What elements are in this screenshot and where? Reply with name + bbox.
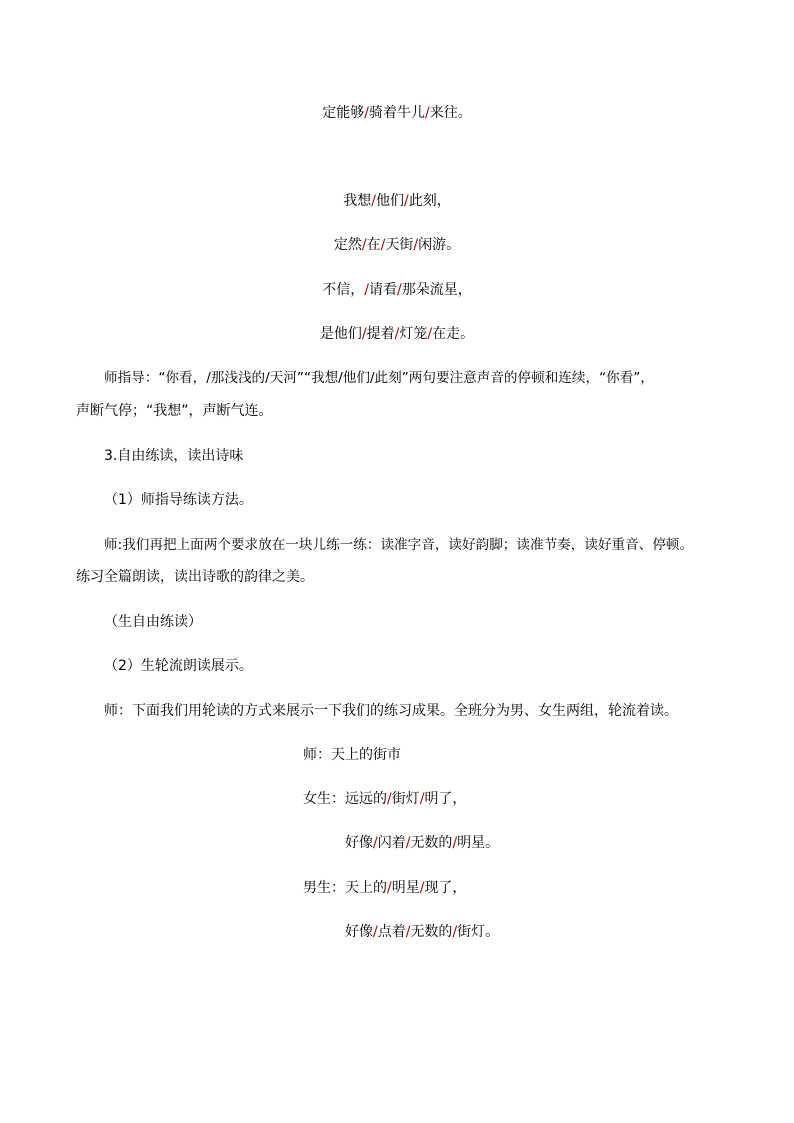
step-2: （2）生轮流朗读展示。 [104,658,253,674]
pause-mark: / [404,193,409,209]
poem-text: 无数的 [410,835,453,851]
pause-mark: / [452,835,458,851]
poem-line-1 [0,103,794,123]
pause-mark: / [361,237,367,253]
pause-mark: / [373,835,378,851]
pause-mark: / [364,105,369,121]
poem-text: 街灯 [391,791,420,807]
pause-mark: / [405,835,411,851]
pause-mark: / [387,880,392,896]
pause-mark: / [364,282,369,298]
pause-mark: / [419,880,425,896]
poem-text: 无数的 [410,924,453,940]
poem-text: 街灯。 [457,924,500,940]
poem-text: 提着 [366,326,395,342]
teacher-paragraph-2: 师：下面我们用轮读的方式来展示一下我们的练习成果。全班分为男、女生两组，轮流着读。 [104,703,678,719]
pause-mark: / [387,791,392,807]
pause-mark: / [425,105,430,121]
poem-text: 好像 [345,924,373,940]
poem-text: 那朵流星， [401,282,472,298]
pause-mark: / [405,924,411,940]
poem-text: 灯笼 [399,326,428,342]
step-1: （1）师指导练读方法。 [104,492,253,508]
stanza-line-3 [0,280,794,300]
poem-text: 在 [366,237,381,253]
teacher-paragraph-line-2: 练习全篇朗读，读出诗歌的韵律之美。 [76,569,314,585]
pause-mark: / [380,237,386,253]
poem-text: 骑着牛儿 [369,105,425,121]
poem-text: 定能够 [322,105,365,121]
female-line-2 [345,833,499,853]
male-line-1 [303,878,466,898]
poem-text: 现了， [424,880,467,896]
pause-mark: / [452,924,458,940]
poem-text: 我想 [343,193,372,209]
poem-text: 远远的 [345,791,387,807]
poem-text: 是他们 [319,326,362,342]
poem-text: 请看 [369,282,397,298]
poem-text: 不信， [322,282,365,298]
poem-text: 明星 [391,880,420,896]
poem-text: 闲游。 [418,237,461,253]
stanza-line-4 [0,324,794,344]
stanza-line-2 [0,235,794,255]
poem-text: 他们 [376,193,404,209]
poem-text: 在走。 [432,326,475,342]
female-line-1 [303,789,466,809]
poem-text: 明了， [424,791,467,807]
poem-text: 来往。 [429,105,472,121]
pause-mark: / [373,924,378,940]
pause-mark: / [394,326,400,342]
poem-text: 好像 [345,835,373,851]
poem-text: 定然 [333,237,362,253]
speaker-label: 男生： [303,880,345,896]
teacher-paragraph-line-1: 师:我们再把上面两个要求放在一块儿练一练：读准字音，读好韵脚；读准节奏，读好重音、停顿。 [104,537,694,553]
teacher-title-line: 师：天上的街市 [303,747,401,763]
pause-mark: / [427,326,433,342]
speaker-label: 女生： [303,791,345,807]
poem-text: 闪着 [377,835,406,851]
guidance-line-2: 声断气停；“我想”，声断气连。 [76,403,273,419]
poem-text: 明星。 [457,835,500,851]
pause-mark: / [397,282,402,298]
pause-mark: / [361,326,367,342]
pause-mark: / [413,237,419,253]
pause-mark: / [419,791,425,807]
guidance-line-1: 师指导：“你看，/那浅浅的/天河”“我想/他们/此刻”两句要注意声音的停顿和连续，“你看”， [104,370,654,386]
poem-text: 此刻， [408,193,451,209]
pause-mark: / [371,193,376,209]
student-practice-note: （生自由练读） [104,614,202,630]
male-line-2 [345,922,499,942]
section-heading: 3.自由练读，读出诗味 [104,448,244,464]
poem-text: 点着 [377,924,406,940]
poem-text: 天上的 [345,880,387,896]
stanza-line-1 [0,191,794,211]
poem-text: 天街 [385,237,414,253]
